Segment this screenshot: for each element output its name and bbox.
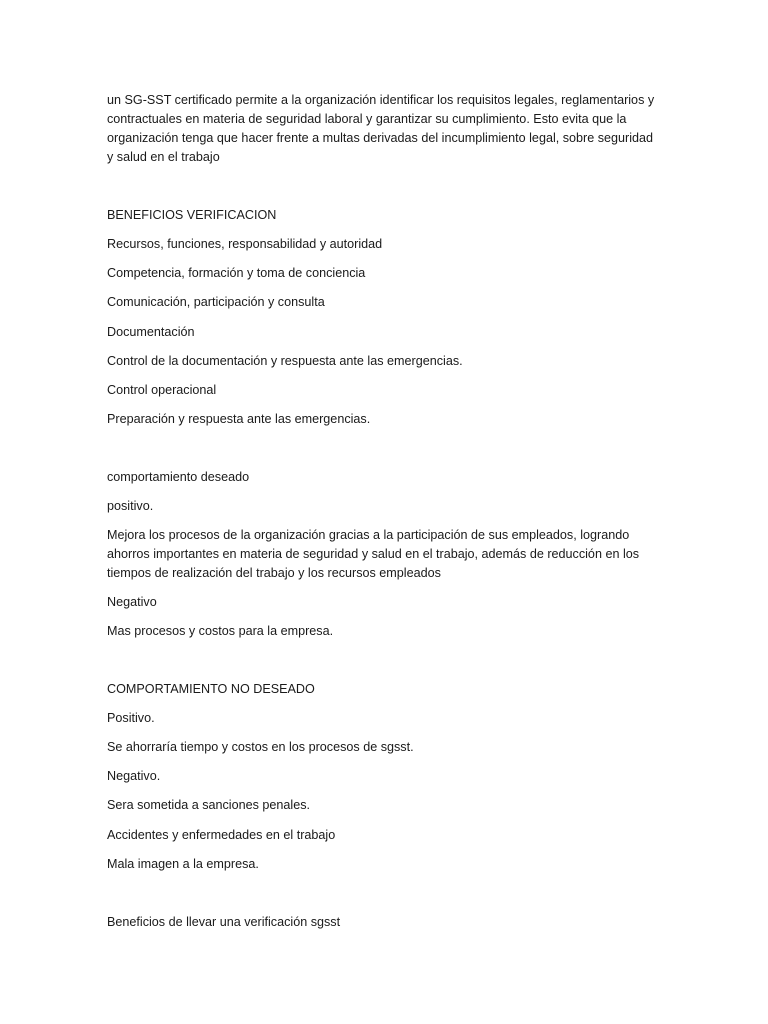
deseado-negativo-text: Mas procesos y costos para la empresa. xyxy=(107,624,334,638)
deseado-negativo-label: Negativo xyxy=(107,595,157,609)
no-deseado-positivo-label: Positivo. xyxy=(107,711,155,725)
deseado-heading: comportamiento deseado xyxy=(107,470,250,484)
deseado-positivo-line: Mejora los procesos de la organización gracias a la participación de sus empleados, logrando xyxy=(107,528,630,542)
closing-heading: Beneficios de llevar una verificación sgsst xyxy=(107,915,341,929)
beneficios-item: Control de la documentación y respuesta ante las emergencias. xyxy=(107,354,463,368)
deseado-positivo-paragraph xyxy=(107,526,667,583)
intro-line: contractuales en materia de seguridad laboral y garantizar su cumplimiento. Esto evita que la xyxy=(107,112,627,126)
beneficios-heading: BENEFICIOS VERIFICACION xyxy=(107,208,277,222)
intro-line: organización tenga que hacer frente a multas derivadas del incumplimiento legal, sobre seguridad xyxy=(107,131,654,145)
no-deseado-negativo-item: Mala imagen a la empresa. xyxy=(107,857,259,871)
no-deseado-negativo-item: Sera sometida a sanciones penales. xyxy=(107,798,311,812)
beneficios-item: Competencia, formación y toma de conciencia xyxy=(107,266,366,280)
intro-paragraph xyxy=(107,91,667,167)
no-deseado-positivo-text: Se ahorraría tiempo y costos en los procesos de sgsst. xyxy=(107,740,414,754)
no-deseado-heading: COMPORTAMIENTO NO DESEADO xyxy=(107,682,315,696)
deseado-positivo-line: tiempos de realización del trabajo y los recursos empleados xyxy=(107,566,441,580)
deseado-positivo-line: ahorros importantes en materia de seguridad y salud en el trabajo, además de reducción en los xyxy=(107,547,640,561)
beneficios-item: Comunicación, participación y consulta xyxy=(107,295,325,309)
beneficios-item: Recursos, funciones, responsabilidad y autoridad xyxy=(107,237,383,251)
beneficios-item: Documentación xyxy=(107,325,195,339)
beneficios-item: Control operacional xyxy=(107,383,217,397)
intro-line: un SG-SST certificado permite a la organización identificar los requisitos legales, reglamentarios y xyxy=(107,93,655,107)
no-deseado-negativo-label: Negativo. xyxy=(107,769,161,783)
beneficios-item: Preparación y respuesta ante las emergencias. xyxy=(107,412,371,426)
deseado-positivo-label: positivo. xyxy=(107,499,154,513)
no-deseado-negativo-item: Accidentes y enfermedades en el trabajo xyxy=(107,828,336,842)
intro-line: y salud en el trabajo xyxy=(107,150,220,164)
